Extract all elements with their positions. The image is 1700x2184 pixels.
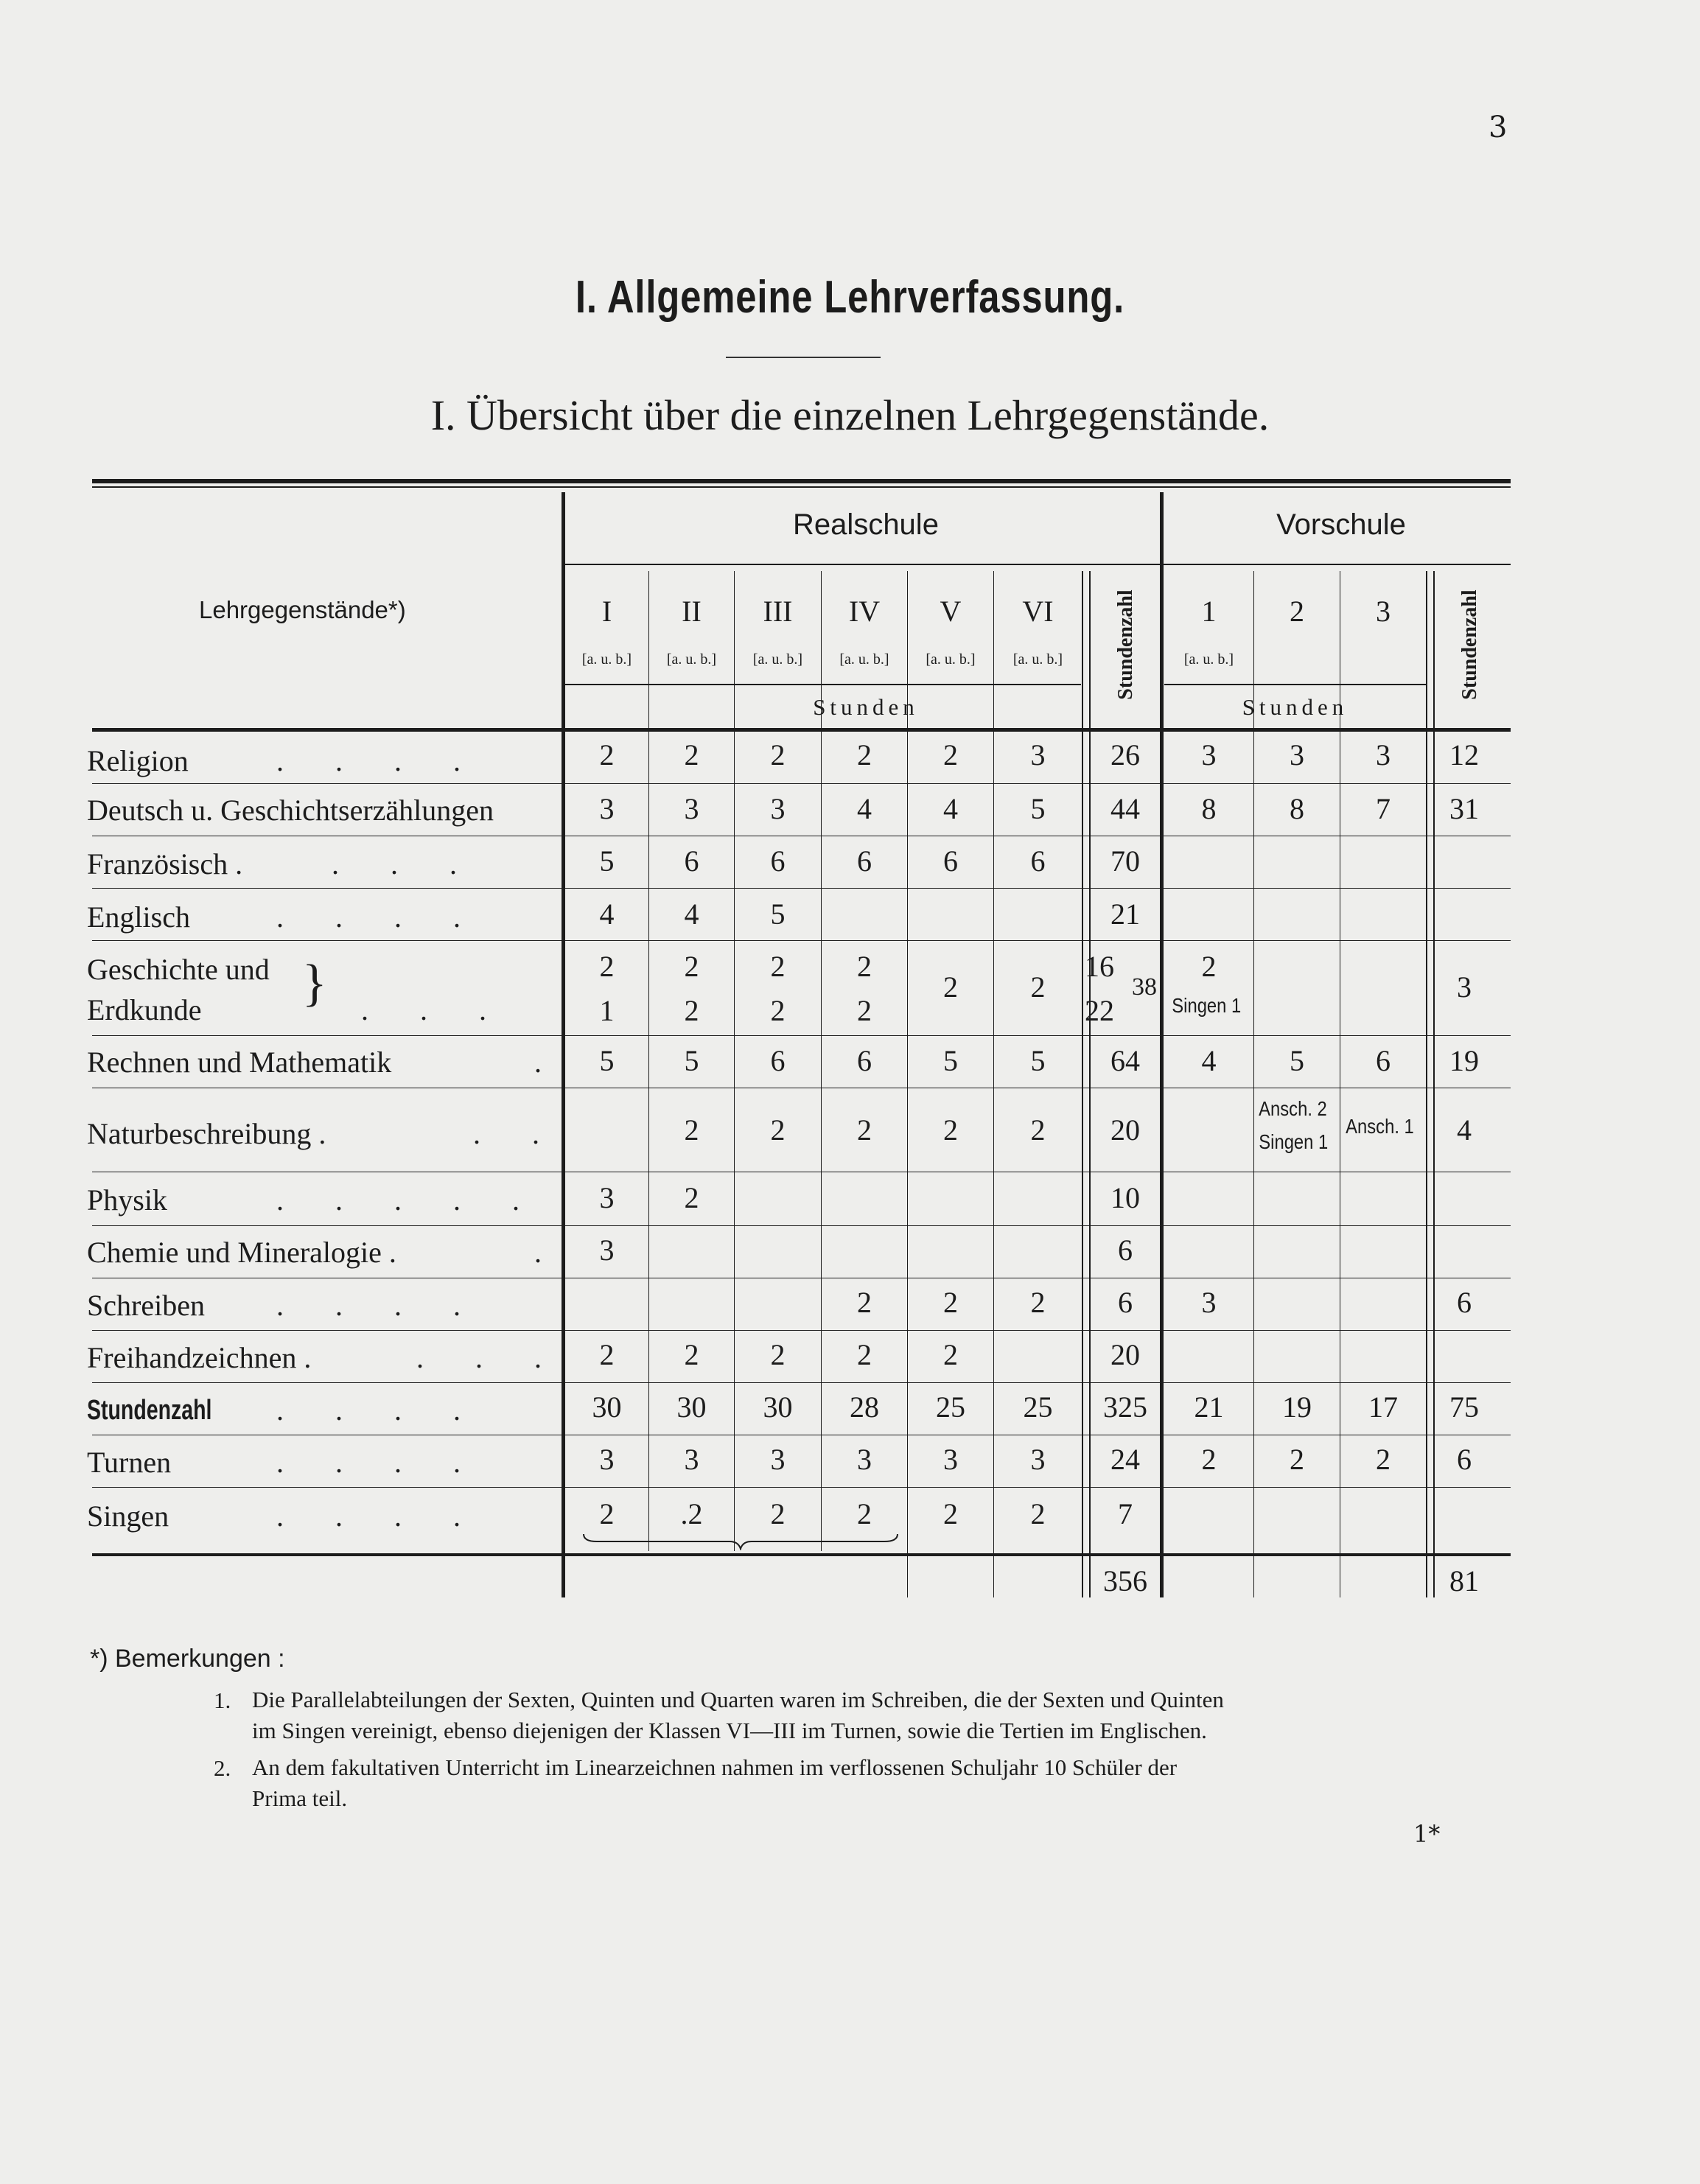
subject-singen: Singen bbox=[87, 1499, 169, 1533]
vorschule-stunden-label: Stunden bbox=[1242, 694, 1349, 720]
page-number: 3 bbox=[1489, 111, 1508, 144]
class-header-II: II bbox=[682, 595, 702, 628]
subject-chemie: Chemie und Mineralogie . bbox=[87, 1236, 396, 1269]
class-header-III: III bbox=[763, 595, 793, 628]
vorschule-header-3: 3 bbox=[1376, 595, 1391, 628]
realschule-header: Realschule bbox=[793, 508, 939, 541]
subject-religion: Religion bbox=[87, 744, 189, 777]
subject-naturbeschreibung: Naturbeschreibung . bbox=[87, 1117, 326, 1150]
class-note: [a. u. b.] bbox=[1012, 651, 1063, 668]
table-top-rule bbox=[92, 479, 1511, 483]
document-page: 3 I. Allgemeine Lehrverfassung. I. Übersicht über die einzelnen Lehrgegenstände. Lehrgegenstände*) Realschule Vorschule I II III IV V VI [a. u. b.] [a. u. b.] [a. u. b.] [a. u. b.] [a. u. b.] [a. u. b.] Stunden Stundenzahl 1 2 3 [a. u. b.] Stunden Stundenzahl Religion . . . . 2 2 2 2 2 3 26 3 3 3 12 Deutsch u. Geschichtserzählungen 3 3 3 4 4 5 44 8 8 7 31 Französisch . . . . 5 6 6 6 6 6 70 Englisch . . . . 4 4 5 21 Geschichte und Erdkunde . . . } 2 2 2 2 1 2 2 2 2 2 16 22 38 2 Singen 1 3 Rechnen und Mathematik . 5 5 6 6 5 5 64 4 5 6 19 Naturbeschreibung . . . 2 2 2 2 2 20 Ansch. 2 Singen 1 Ansch. 1 4 Physik . . . . . 3 2 10 Chemie und Mineralogie . . 3 6 Schreiben . . . . 2 2 2 6 3 6 Freihandzeichnen . . . . 2 2 2 2 2 20 Stundenzahl . . . . 30 30 30 28 25 25 325 21 19 17 75 Turnen . . . . 3 3 3 3 3 3 24 2 2 2 6 Singen . . . . 2 .2 2 2 2 2 7 356 81 *) Bemerkungen : 1. Die Parallelabteilungen der Sexten, Quinten und Quarten waren im Schreiben, die der Sexten und Quinten im Singen vereinigt, ebenso diejenigen der Klassen VI—III im Turnen, sowie die Tertien im Englischen. 2. An dem fakultativen Unterricht im Linearzeichnen nahmen im verflossenen Schuljahr 10 Schüler der Prima teil. 1* bbox=[0, 0, 1700, 2184]
class-note: [a. u. b.] bbox=[581, 651, 632, 668]
subject-franzoesisch: Französisch . bbox=[87, 847, 243, 881]
vorschule-header: Vorschule bbox=[1276, 508, 1406, 541]
class-note: [a. u. b.] bbox=[752, 651, 803, 668]
subject-englisch: Englisch bbox=[87, 900, 190, 934]
class-header-IV: IV bbox=[848, 595, 881, 628]
brace-icon: } bbox=[302, 955, 327, 1012]
table-body-bottom-rule bbox=[92, 1553, 1511, 1556]
group-divider bbox=[1160, 492, 1164, 1597]
subject-rechnen: Rechnen und Mathematik bbox=[87, 1046, 392, 1079]
subject-geschichte: Geschichte und bbox=[87, 953, 270, 986]
class-note: [a. u. b.] bbox=[839, 651, 889, 668]
subject-physik: Physik bbox=[87, 1183, 167, 1217]
note-number: 1. bbox=[214, 1687, 231, 1713]
sub-title: I. Übersicht über die einzelnen Lehrgegenstände. bbox=[430, 391, 1270, 439]
subject-turnen: Turnen bbox=[87, 1446, 172, 1479]
class-note: [a. u. b.] bbox=[666, 651, 717, 668]
grand-total-realschule: 356 bbox=[1103, 1564, 1147, 1597]
class-note: [a. u. b.] bbox=[926, 651, 976, 668]
grand-total-vorschule: 81 bbox=[1449, 1564, 1479, 1597]
class-header-VI: VI bbox=[1022, 595, 1054, 628]
note-text: An dem fakultativen Unterricht im Linearzeichnen nahmen im verflossenen Schuljahr 10 Schüler der Prima teil. bbox=[252, 1754, 1178, 1811]
note-number: 2. bbox=[214, 1755, 231, 1781]
realschule-stunden-label: Stunden bbox=[813, 694, 919, 720]
note-text: Die Parallelabteilungen der Sexten, Quinten und Quarten waren im Schreiben, die der Sexten und Quinten im Singen vereinigt, ebenso diejenigen der Klassen VI—III im Turnen, sowie die Tertien im Englischen. bbox=[252, 1687, 1224, 1743]
notes-title: *) Bemerkungen : bbox=[90, 1645, 285, 1673]
vorschule-stundenzahl-header: Stundenzahl bbox=[1458, 589, 1481, 700]
realschule-stundenzahl-header: Stundenzahl bbox=[1114, 589, 1137, 700]
class-header-I: I bbox=[601, 595, 612, 628]
main-title: I. Allgemeine Lehrverfassung. bbox=[575, 272, 1125, 323]
vorschule-header-2: 2 bbox=[1290, 595, 1304, 628]
vorschule-class-note: [a. u. b.] bbox=[1183, 651, 1234, 668]
subject-stundenzahl: Stundenzahl bbox=[87, 1395, 212, 1426]
subject-column-header: Lehrgegenstände*) bbox=[199, 596, 406, 623]
subject-schreiben: Schreiben bbox=[87, 1289, 205, 1322]
underbrace-icon bbox=[582, 1533, 899, 1550]
title-divider bbox=[726, 357, 881, 358]
signature-mark: 1* bbox=[1413, 1820, 1441, 1848]
header-bottom-rule bbox=[92, 728, 1511, 732]
class-header-V: V bbox=[940, 595, 962, 628]
subject-freihandzeichnen: Freihandzeichnen . bbox=[87, 1341, 312, 1374]
subject-erdkunde: Erdkunde bbox=[87, 993, 202, 1026]
vorschule-header-1: 1 bbox=[1201, 595, 1217, 628]
subject-deutsch: Deutsch u. Geschichtserzählungen bbox=[87, 794, 494, 827]
